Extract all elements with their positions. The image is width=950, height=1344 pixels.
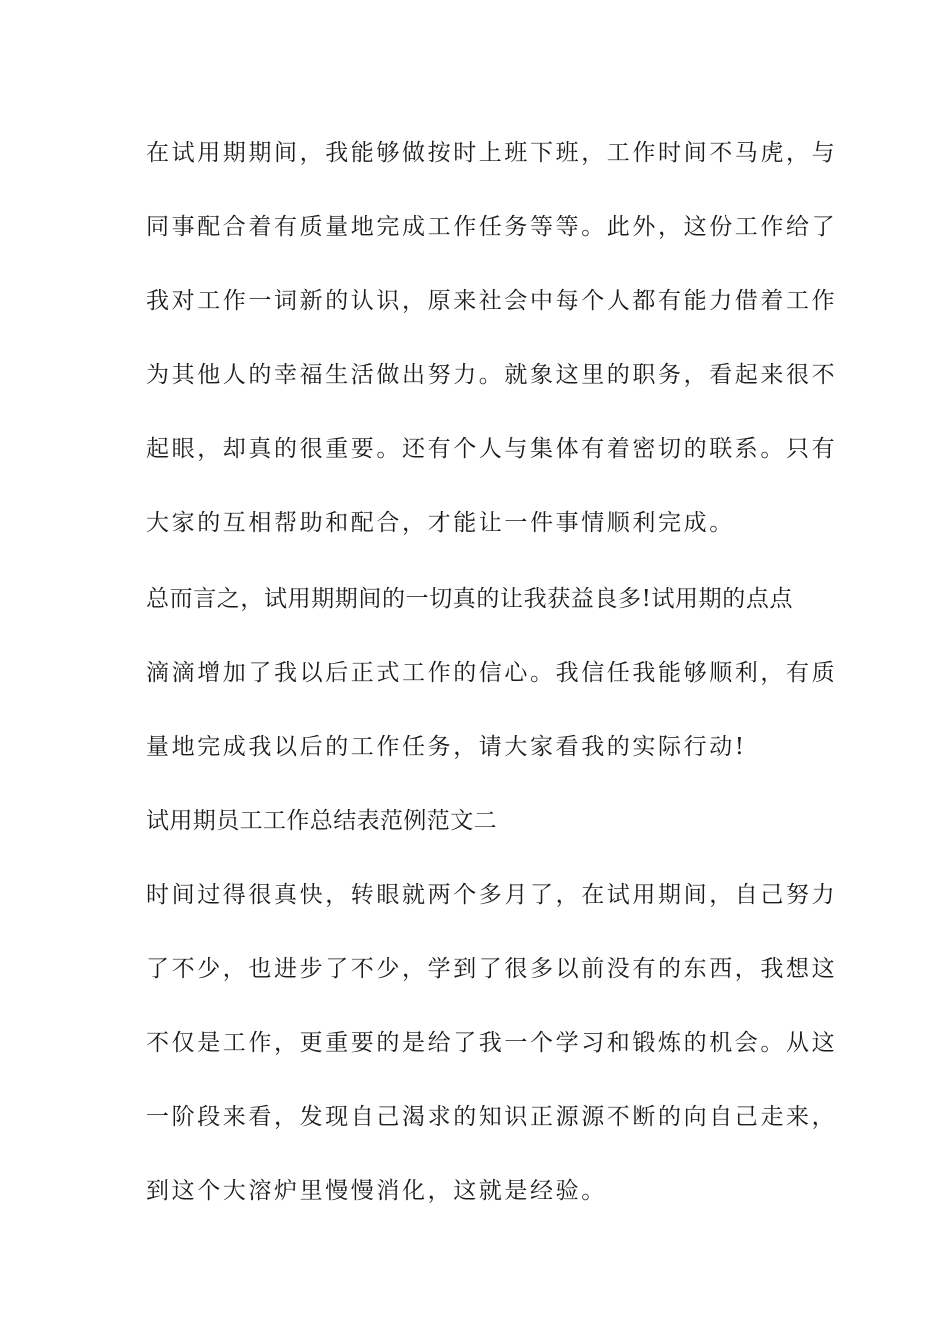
section-heading: 试用期员工工作总结表范例范文二 [146, 808, 497, 834]
paragraph-line: 滴滴增加了我以后正式工作的信心。我信任我能够顺利，有质 [146, 660, 838, 686]
paragraph-line: 大家的互相帮助和配合，才能让一件事情顺利完成。 [146, 510, 735, 536]
paragraph-line: 起眼，却真的很重要。还有个人与集体有着密切的联系。只有 [146, 436, 838, 462]
paragraph-line: 总而言之，试用期期间的一切真的让我获益良多!试用期的点点 [146, 586, 794, 612]
paragraph-line: 时间过得很真快，转眼就两个多月了，在试用期间，自己努力 [146, 882, 838, 908]
paragraph-line: 我对工作一词新的认识，原来社会中每个人都有能力借着工作 [146, 288, 838, 314]
paragraph-line: 在试用期期间，我能够做按时上班下班，工作时间不马虎，与 [146, 140, 838, 166]
paragraph-line: 为其他人的幸福生活做出努力。就象这里的职务，看起来很不 [146, 362, 838, 388]
paragraph-line: 一阶段来看，发现自己渴求的知识正源源不断的向自己走来， [146, 1104, 838, 1130]
paragraph-line: 同事配合着有质量地完成工作任务等等。此外，这份工作给了 [146, 214, 838, 240]
paragraph-line: 了不少，也进步了不少，学到了很多以前没有的东西，我想这 [146, 956, 838, 982]
paragraph-line: 到这个大溶炉里慢慢消化，这就是经验。 [146, 1178, 607, 1204]
paragraph-line: 不仅是工作，更重要的是给了我一个学习和锻炼的机会。从这 [146, 1030, 838, 1056]
paragraph-line: 量地完成我以后的工作任务，请大家看我的实际行动! [146, 734, 747, 760]
